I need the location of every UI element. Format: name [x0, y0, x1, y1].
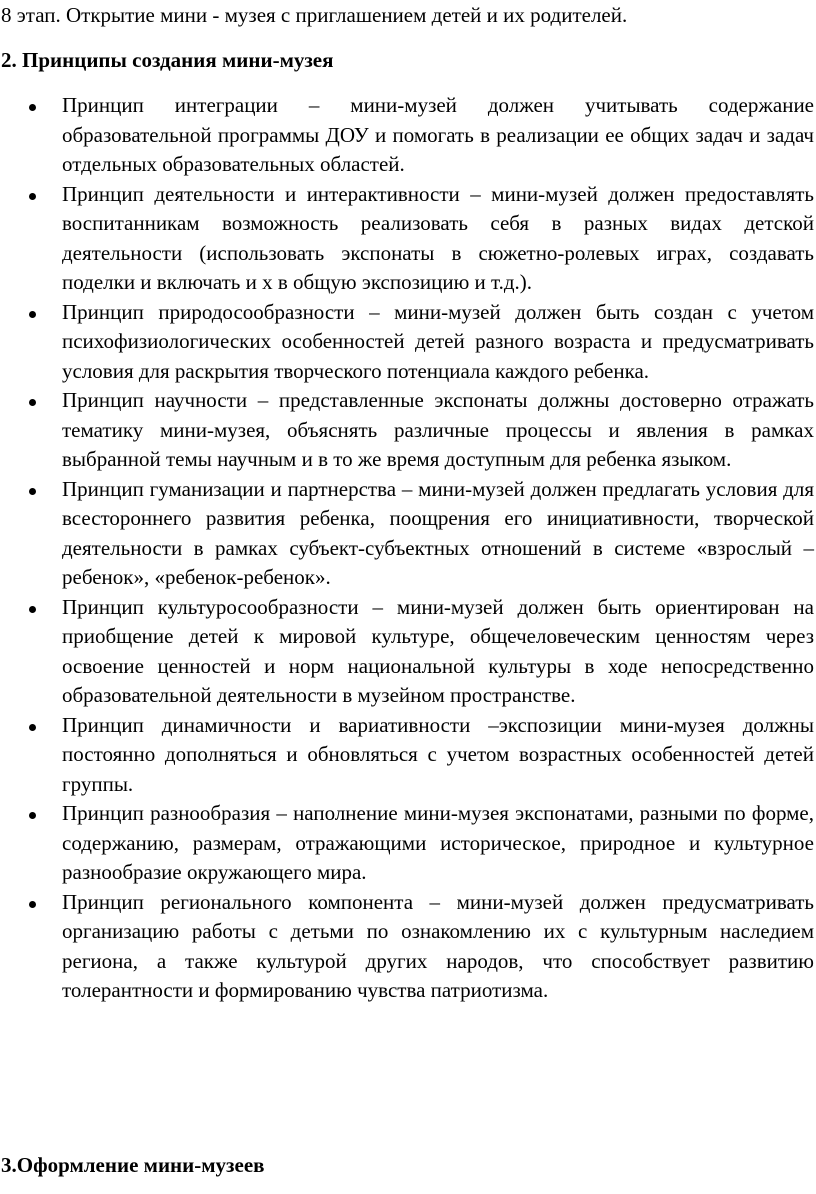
- principle-item-diversity: [0, 799, 816, 888]
- principle-item-dynamism: [0, 711, 816, 800]
- principle-item-activity: [0, 180, 816, 298]
- bullet-icon: [29, 724, 36, 731]
- principle-text: Принцип разнообразия – наполнение мини-музея экспонатами, разными по форме, содержанию, размерам, отражающими историческое, природное и культурное разнообразие окружающего мира.: [62, 801, 814, 884]
- principle-text: Принцип деятельности и интерактивности – мини-музей должен предоставлять воспитанникам возможность реализовать себя в разных видах детской деятельности (использовать экспонаты в сюжетно-ролевых играх, создавать поделки и включать и х в общую экспозицию и т.д.).: [62, 181, 814, 294]
- principle-item-nature-conformity: [0, 298, 816, 387]
- principle-text: Принцип научности – представленные экспонаты должны достоверно отражать тематику мини-музея, объяснять различные процессы и явления в рамках выбранной темы научным и в то же время доступным для ребенка языком.: [62, 388, 814, 471]
- bullet-icon: [29, 399, 36, 406]
- principle-text: Принцип динамичности и вариативности –экспозиции мини-музея должны постоянно дополняться и обновляться с учетом возрастных особенностей детей группы.: [62, 712, 814, 796]
- principle-text: Принцип регионального компонента – мини-музей должен предусматривать организацию работы с детьми по ознакомлению их с культурным наследием региона, а также культурой других народов, что способствует развитию толерантности и формированию чувства патриотизма.: [62, 889, 814, 1002]
- bullet-icon: [29, 901, 36, 908]
- principle-item-integration: [0, 91, 816, 180]
- principles-list: [0, 91, 816, 1006]
- bullet-icon: [29, 311, 36, 318]
- bullet-icon: [29, 104, 36, 111]
- principle-item-culture-conformity: [0, 593, 816, 711]
- principle-item-regional: [0, 888, 816, 1006]
- principle-item-scientific: [0, 386, 816, 475]
- bullet-icon: [29, 812, 36, 819]
- principle-text: Принцип природосообразности – мини-музей должен быть создан с учетом психофизиологических особенностей детей разного возраста и предусматривать условия для раскрытия творческого потенциала каждого ребенка.: [62, 299, 814, 383]
- bullet-icon: [29, 193, 36, 200]
- principle-text: Принцип культуросообразности – мини-музей должен быть ориентирован на приобщение детей к мировой культуре, общечеловеческим ценностям через освоение ценностей и норм национальной культуры в ходе непосредственно образовательной деятельности в музейном пространстве.: [62, 594, 814, 707]
- section-3-heading: 3.Оформление мини-музеев: [1, 1153, 265, 1177]
- bullet-icon: [29, 488, 36, 495]
- section-2-heading: 2. Принципы создания мини-музея: [1, 48, 334, 72]
- principle-text: Принцип интеграции – мини-музей должен учитывать содержание образовательной программы ДОУ и помогать в реализации ее общих задач и задач отдельных образовательных областей.: [62, 93, 814, 176]
- principle-item-humanization: [0, 475, 816, 593]
- stage-8-line: 8 этап. Открытие мини - музея с приглашением детей и их родителей.: [1, 3, 628, 27]
- principle-text: Принцип гуманизации и партнерства – мини-музей должен предлагать условия для всестороннего развития ребенка, поощрения его инициативности, творческой деятельности в рамках субъект-субъектных отношений в системе «взрослый – ребенок», «ребенок-ребенок».: [62, 476, 814, 589]
- bullet-icon: [29, 606, 36, 613]
